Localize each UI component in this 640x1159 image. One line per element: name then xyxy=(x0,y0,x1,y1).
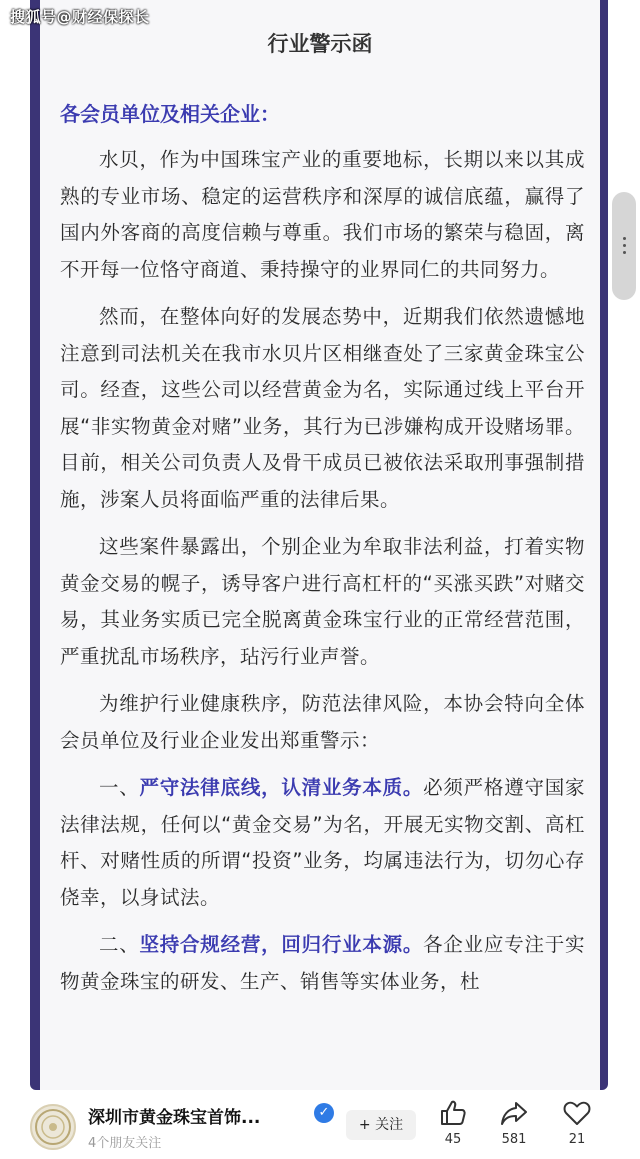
verified-icon: ✓ xyxy=(314,1103,334,1123)
favorite-count: 21 xyxy=(568,1132,586,1147)
document-page xyxy=(40,0,600,1090)
heart-icon xyxy=(562,1098,592,1128)
point-heading: 坚持合规经营，回归行业本源。 xyxy=(139,933,424,956)
point-heading: 严守法律底线，认清业务本质。 xyxy=(139,776,424,799)
paragraph: 为维护行业健康秩序，防范法律风险，本协会特向全体会员单位及行业企业发出郑重警示： xyxy=(60,692,585,752)
point-text: 必须严格遵守国家法律法规，任何以“黄金交易”为名，开展无实物交割、高杠杆、对赌性质的所谓“投资”业务，均属违法行为，切勿心存侥幸，以身试法。 xyxy=(60,776,585,909)
scrollbar-handle[interactable] xyxy=(612,192,636,300)
source-watermark: 搜狐号@财经保探长 xyxy=(10,8,150,26)
grip-dot-icon xyxy=(623,244,626,247)
paragraph: 水贝，作为中国珠宝产业的重要地标，长期以来以其成熟的专业市场、稳定的运营秩序和深厚的诚信底蕴，赢得了国内外客商的高度信赖与尊重。我们市场的繁荣与稳固，离不开每一位恪守商道、秉持操守的业界同仁的共同努力。 xyxy=(60,148,585,281)
account-name[interactable]: 深圳市黄金珠宝首饰... xyxy=(88,1108,261,1128)
like-count: 45 xyxy=(444,1132,462,1147)
bottom-action-bar xyxy=(0,1090,640,1159)
grip-dot-icon xyxy=(623,251,626,254)
grip-dot-icon xyxy=(623,237,626,240)
share-count: 581 xyxy=(501,1132,527,1147)
paragraph: 然而，在整体向好的发展态势中，近期我们依然遗憾地注意到司法机关在我市水贝片区相继查处了三家黄金珠宝公司。经查，这些公司以经营黄金为名，实际通过线上平台开展“非实物黄金对赌”业务，其行为已涉嫌构成开设赌场罪。目前，相关公司负责人及骨干成员已被依法采取刑事强制措施，涉案人员将面临严重的法律后果。 xyxy=(60,305,585,511)
share-button[interactable] xyxy=(489,1098,539,1147)
share-icon xyxy=(499,1098,529,1128)
salutation: 各会员单位及相关企业： xyxy=(60,102,280,126)
point-two xyxy=(60,927,585,1000)
document-body xyxy=(60,96,585,1011)
point-text: 各企业应专注于实物黄金珠宝的研发、生产、销售等实体业务，杜 xyxy=(60,933,585,993)
avatar[interactable] xyxy=(30,1104,76,1150)
point-prefix: 一、 xyxy=(99,776,140,799)
paragraph: 这些案件暴露出，个别企业为牟取非法利益，打着实物黄金交易的幌子，诱导客户进行高杠杆的“买涨买跌”对赌交易，其业务实质已完全脱离黄金珠宝行业的正常经营范围，严重扰乱市场秩序，玷污行业声誉。 xyxy=(60,535,585,668)
avatar-seal xyxy=(32,1106,74,1148)
point-one xyxy=(60,770,585,916)
favorite-button[interactable] xyxy=(552,1098,602,1147)
friends-following: 4个朋友关注 xyxy=(88,1136,162,1151)
point-prefix: 二、 xyxy=(99,933,140,956)
thumbs-up-icon xyxy=(438,1098,468,1128)
document-title: 行业警示函 xyxy=(267,32,373,56)
like-button[interactable] xyxy=(428,1098,478,1147)
follow-button[interactable]: + 关注 xyxy=(346,1110,416,1140)
